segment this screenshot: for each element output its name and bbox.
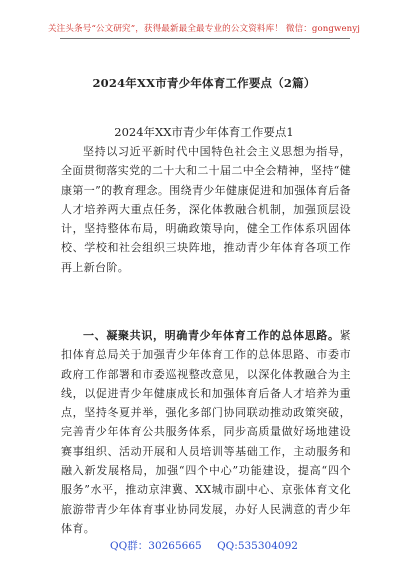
footer-contacts (0, 538, 408, 553)
qq-group-label: QQ群：30265665 (110, 540, 202, 552)
paragraph-2 (61, 326, 351, 538)
paragraph-1: 坚持以习近平新时代中国特色社会主义思想为指导，全面贯彻落实党的二十大和二十届二中全会精神，坚持“健康第一”的教育理念。围绕青少年健康促进和加强体育后备人才培养两大重点任务，深化体教融合机制，加强顶层设计，坚持整体布局，明确政策导向，健全工作体系巩固体校、学校和社会组织三块阵地，推动青少年体育各项工作再上新台阶。 (61, 145, 351, 274)
promo-banner: 关注头条号“公文研究”，获得最新最全最专业的公文资料库！ 微信：gongwenyj (47, 24, 361, 34)
document-title: 2024年XX市青少年体育工作要点（2篇） (92, 76, 316, 90)
section-title: 2024年XX市青少年体育工作要点1 (114, 125, 294, 139)
paragraph-2-heading: 一、凝聚共识，明确青少年体育工作的总体思路。 (83, 329, 340, 342)
paragraph-2-body: 紧扣体育总局关于加强青少年体育工作的总体思路、市委市政府工作部署和市委巡视整改意见，以深化体教融合为主线，以促进青少年健康成长和加强体育后备人才培养为重点，坚持冬夏并举，强化多部门协同联动推动政策突破，完善青少年体育公共服务体系，同步高质量做好场地建设赛事组织、活动开展和人员培训等基础工作，主动服务和融入新发展格局，加强“四个中心”功能建设，提高“四个服务”水平，推动京津冀、XX城市副中心、京张体育文化旅游带青少年体育事业协同发展，办好人民满意的青少年体育。 (61, 329, 351, 535)
header-divider (60, 38, 350, 39)
qq-label: QQ:535304092 (217, 540, 298, 552)
